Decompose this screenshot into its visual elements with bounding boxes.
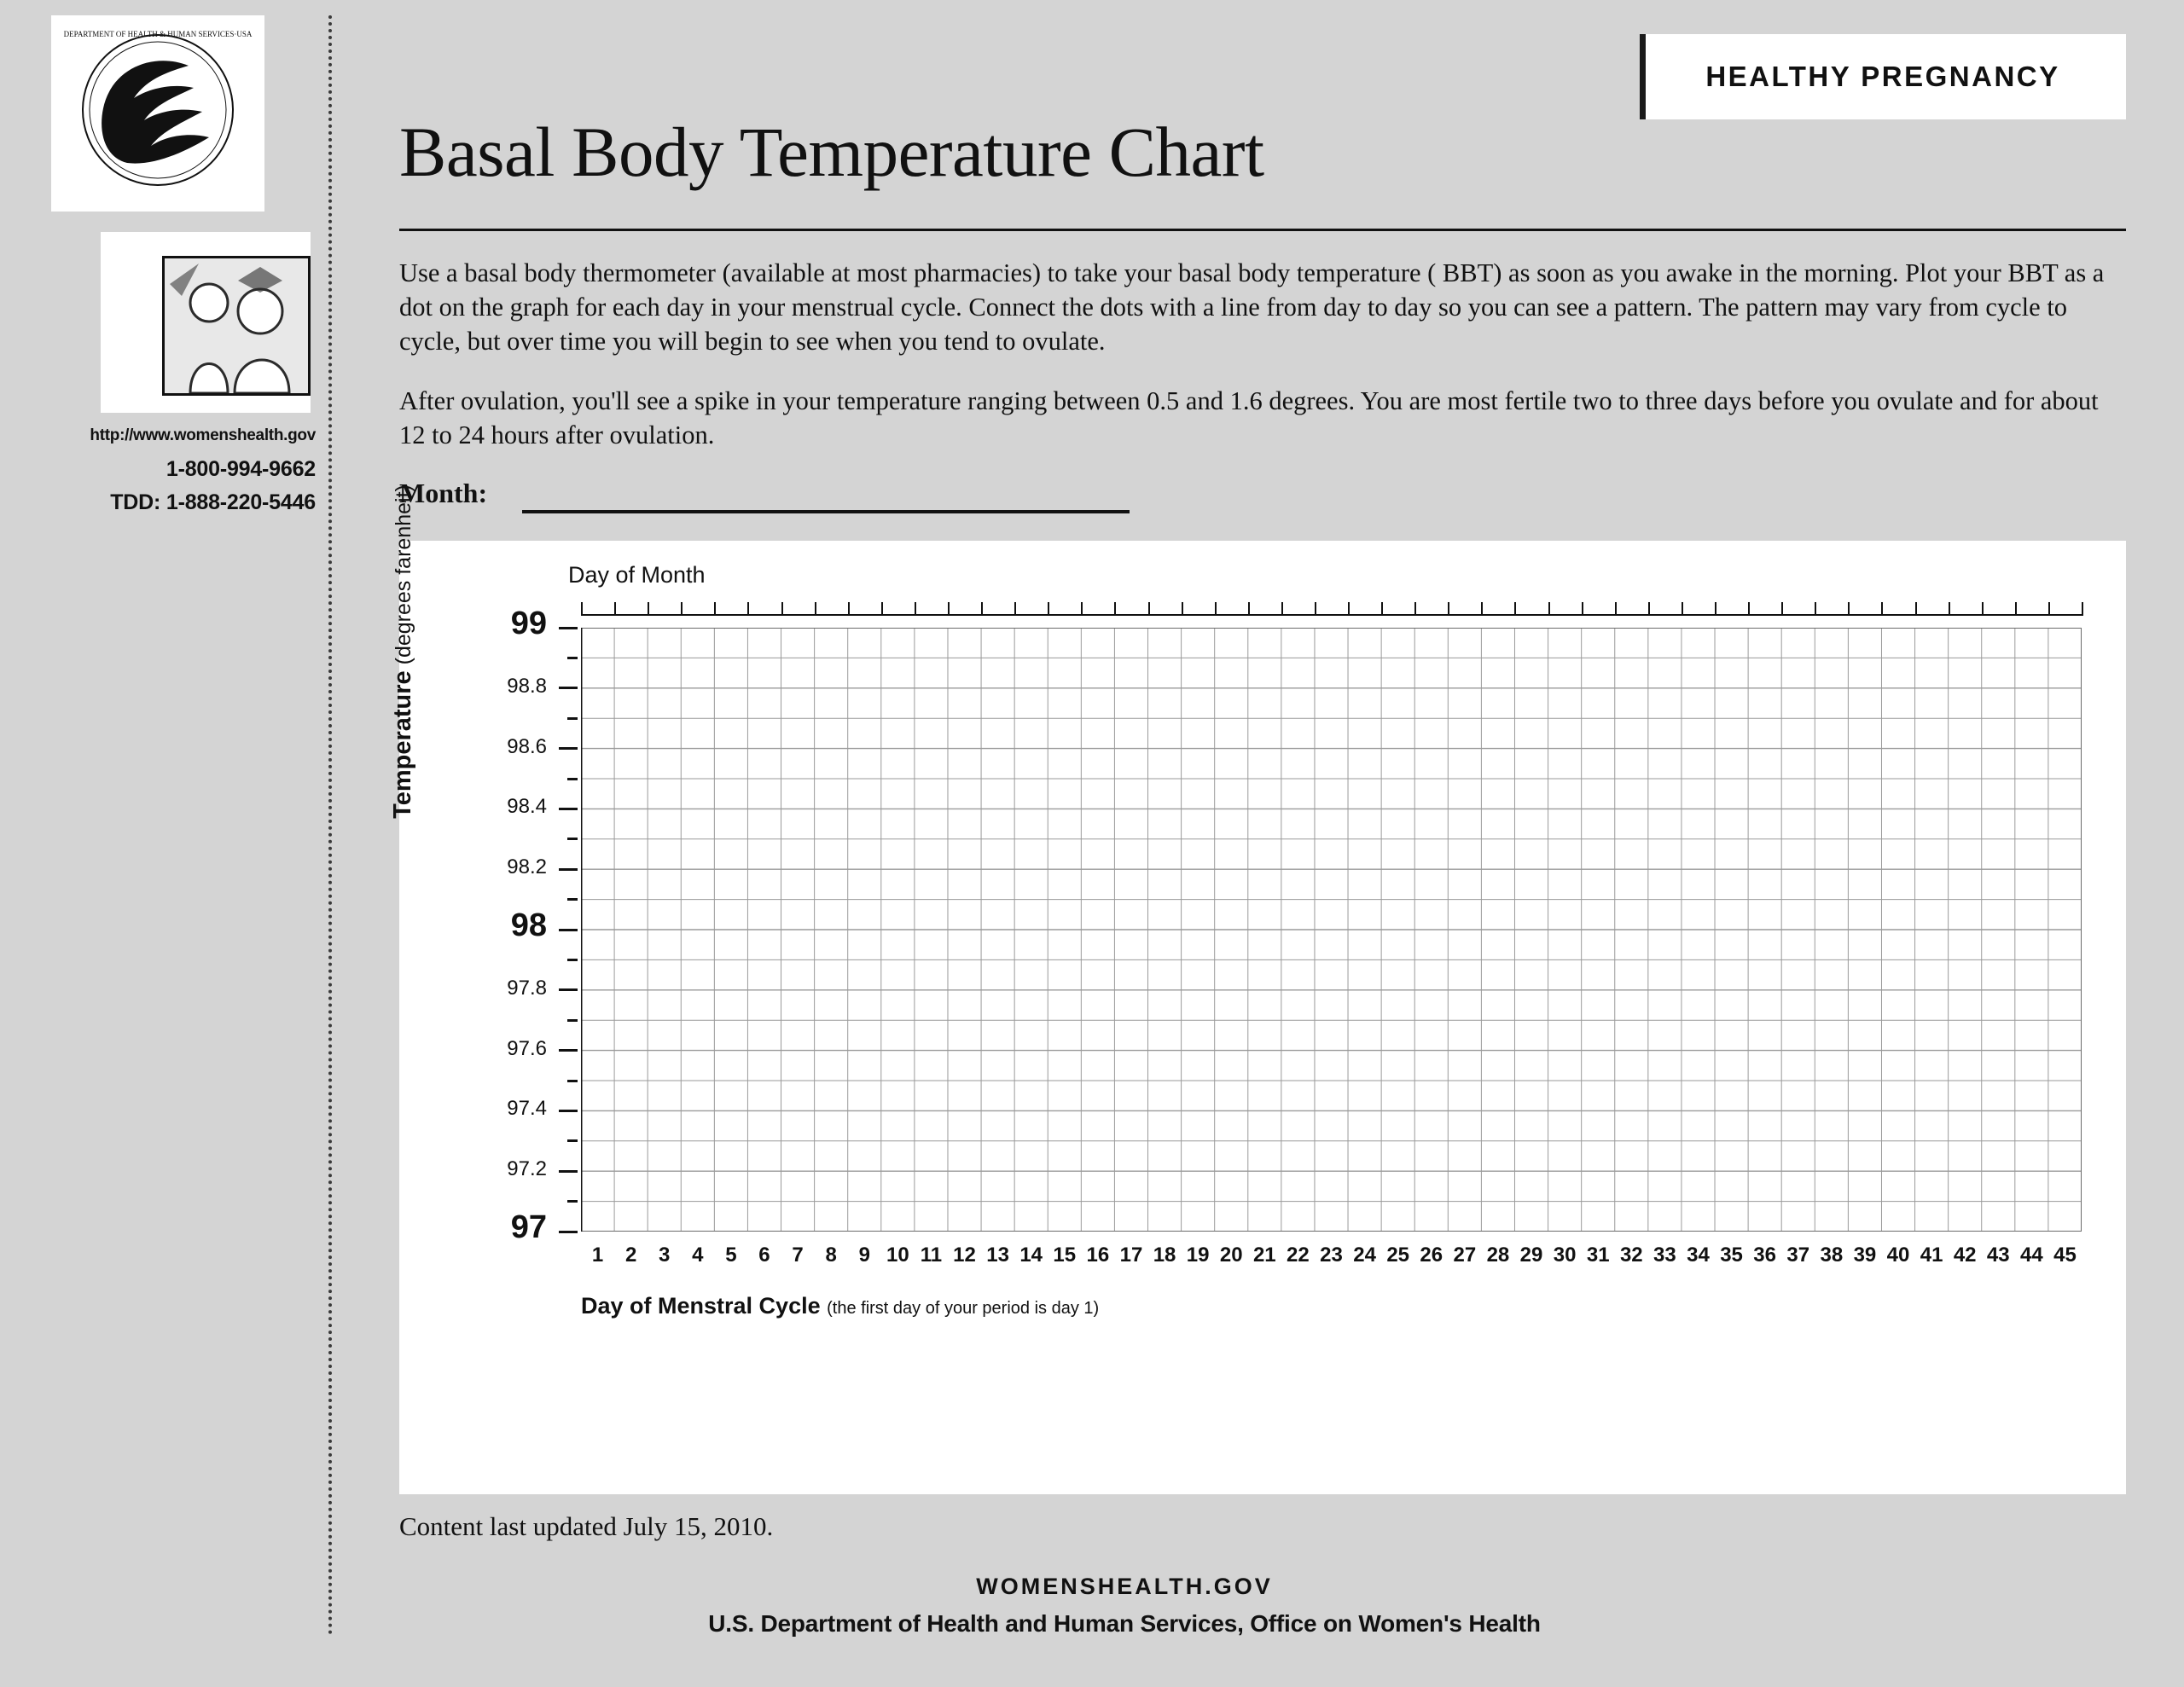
x-axis-tick-label: 11: [920, 1244, 943, 1267]
banner-label: HEALTHY PREGNANCY: [1705, 61, 2060, 92]
top-tick: [1448, 602, 1449, 616]
x-axis-tick-label: 21: [1252, 1244, 1276, 1267]
x-axis-tick-label: 40: [1886, 1244, 1910, 1267]
y-axis-tick-label: 97.2: [507, 1157, 547, 1181]
x-axis-tick-label: 10: [886, 1244, 909, 1267]
womenshealth-url[interactable]: http://www.womenshealth.gov: [90, 426, 316, 444]
y-axis-title-main: Temperature: [389, 670, 416, 819]
month-input-line[interactable]: [522, 510, 1130, 513]
y-tick: [567, 898, 578, 901]
x-axis-tick-label: 30: [1553, 1244, 1577, 1267]
top-tick: [681, 602, 682, 616]
hhs-logo: [51, 15, 264, 212]
top-tick: [648, 602, 649, 616]
x-axis-tick-label: 1: [591, 1244, 604, 1267]
top-tick: [1648, 602, 1650, 616]
top-tick: [1915, 602, 1917, 616]
y-tick: [567, 778, 578, 780]
top-tick: [815, 602, 816, 616]
y-axis-tick-label: 98: [510, 907, 547, 943]
top-tick: [1514, 602, 1516, 616]
y-tick: [559, 627, 578, 629]
footer-department: U.S. Department of Health and Human Services, Office on Women's Health: [708, 1610, 1541, 1637]
x-axis-tick-label: 3: [659, 1244, 671, 1267]
x-axis-tick-label: 38: [1820, 1244, 1844, 1267]
top-tick: [1881, 602, 1883, 616]
y-axis-tick-label: 97.8: [507, 976, 547, 1000]
x-axis-title-note: (the first day of your period is day 1): [827, 1299, 1100, 1318]
y-axis-tick-label: 98.8: [507, 674, 547, 698]
top-tick: [1615, 602, 1617, 616]
month-label: Month:: [399, 478, 488, 508]
y-tick: [559, 1231, 578, 1233]
top-tick: [848, 602, 850, 616]
x-axis-tick-label: 14: [1019, 1244, 1043, 1267]
x-axis-tick-label: 33: [1653, 1244, 1676, 1267]
y-tick: [567, 1139, 578, 1142]
x-axis-tick-label: 27: [1453, 1244, 1477, 1267]
y-tick: [559, 747, 578, 750]
top-tick: [1281, 602, 1283, 616]
x-axis-tick-label: 45: [2053, 1244, 2077, 1267]
top-tick: [1114, 602, 1116, 616]
chart-grid-svg: [581, 628, 2082, 1232]
y-tick: [559, 868, 578, 871]
x-axis-tick-label: 16: [1086, 1244, 1110, 1267]
y-axis-tick-label: 98.2: [507, 855, 547, 879]
bbt-chart-panel: [389, 484, 2126, 1494]
x-axis-tick-label: 42: [1953, 1244, 1977, 1267]
y-tick: [559, 1049, 578, 1052]
page-footer: [399, 1574, 1850, 1638]
y-tick: [567, 838, 578, 840]
top-tick: [981, 602, 983, 616]
y-axis-tick-label: 98.6: [507, 734, 547, 758]
healthy-pregnancy-banner: [1640, 34, 2126, 119]
contact-block: [51, 426, 316, 524]
x-axis-tick-label: 15: [1053, 1244, 1077, 1267]
y-tick: [559, 808, 578, 810]
top-tick: [1715, 602, 1716, 616]
chart-grid: [581, 628, 2082, 1232]
y-tick: [567, 1200, 578, 1203]
x-axis-tick-label: 8: [825, 1244, 837, 1267]
top-tick: [1215, 602, 1217, 616]
x-axis-tick-label: 28: [1486, 1244, 1510, 1267]
top-tick: [1748, 602, 1750, 616]
top-tick: [1048, 602, 1049, 616]
x-axis-tick-label: 4: [692, 1244, 704, 1267]
x-axis-tick-label: 44: [2020, 1244, 2043, 1267]
top-tick: [1014, 602, 1016, 616]
y-axis-tick-label: 97.6: [507, 1036, 547, 1060]
y-tick: [559, 988, 578, 991]
top-tick: [948, 602, 950, 616]
top-tick: [2048, 602, 2050, 616]
x-axis-tick-label: 36: [1753, 1244, 1776, 1267]
y-axis-title-note: (degrees farenheit): [392, 484, 415, 665]
x-axis-tick-label: 20: [1219, 1244, 1243, 1267]
x-axis-title-main: Day of Menstral Cycle: [581, 1293, 821, 1319]
x-axis-tick-label: 7: [792, 1244, 804, 1267]
x-axis-tick-label: 34: [1687, 1244, 1710, 1267]
x-axis-tick-label: 24: [1353, 1244, 1376, 1267]
y-tick: [567, 1080, 578, 1082]
day-of-month-label: Day of Month: [568, 562, 706, 588]
top-tick: [1081, 602, 1083, 616]
x-axis-tick-label: 9: [858, 1244, 870, 1267]
x-axis-tick-label: 37: [1786, 1244, 1810, 1267]
top-tick: [1348, 602, 1350, 616]
top-tick: [614, 602, 616, 616]
top-tick: [881, 602, 883, 616]
top-tick: [1949, 602, 1950, 616]
tdd-number: TDD: 1-888-220-5446: [110, 490, 316, 514]
x-axis-tick-label: 18: [1153, 1244, 1176, 1267]
banner-accent-bar: [1640, 34, 1646, 119]
top-tick: [1848, 602, 1850, 616]
x-axis-tick-label: 5: [725, 1244, 737, 1267]
top-tick: [1381, 602, 1383, 616]
top-tick: [1315, 602, 1316, 616]
y-tick: [567, 959, 578, 961]
x-axis-tick-label: 13: [986, 1244, 1009, 1267]
x-axis-tick-label: 29: [1519, 1244, 1543, 1267]
x-axis-tick-label: 2: [624, 1244, 637, 1267]
y-axis-title: [389, 455, 417, 848]
x-axis-tick-label: 6: [758, 1244, 770, 1267]
intro-paragraph-1: Use a basal body thermometer (available at most pharmacies) to take your basal body temperature ( BBT) as soon as you awake in the morning. Plot your BBT as a dot on the graph for each day in your menstrual cycle. Connect the dots with a line from day to day so you can see a pattern. The pattern may vary from cycle to cycle, but over time you will begin to see when you tend to ovulate.: [399, 258, 2105, 356]
top-tick: [581, 602, 583, 616]
womens-health-image: [162, 256, 311, 396]
top-tick: [1548, 602, 1550, 616]
top-tick: [1182, 602, 1183, 616]
top-tick: [1682, 602, 1683, 616]
phone-number: 1-800-994-9662: [166, 457, 316, 481]
y-tick: [559, 1110, 578, 1112]
x-axis-tick-label: 35: [1720, 1244, 1743, 1267]
y-axis-tick-label: 97: [510, 1209, 547, 1245]
top-tick: [1815, 602, 1816, 616]
x-axis-tick-label: 32: [1619, 1244, 1643, 1267]
footer-site: WOMENSHEALTH.GOV: [976, 1574, 1273, 1599]
top-tick: [1982, 602, 1984, 616]
x-axis-tick-label: 43: [1986, 1244, 2010, 1267]
x-axis-title: [581, 1293, 1099, 1319]
x-axis-tick-label: 26: [1420, 1244, 1443, 1267]
top-tick: [915, 602, 916, 616]
x-axis-tick-label: 39: [1853, 1244, 1877, 1267]
y-axis-tick-label: 98.4: [507, 795, 547, 819]
intro-paragraph-2: After ovulation, you'll see a spike in your temperature ranging between 0.5 and 1.6 degrees. You are most fertile two to three days before you ovulate and for about 12 to 24 hours after ovulation.: [399, 386, 2099, 449]
content-updated-text: Content last updated July 15, 2010.: [399, 1511, 774, 1541]
x-axis-tick-label: 23: [1320, 1244, 1343, 1267]
y-tick: [559, 687, 578, 689]
top-tick: [1248, 602, 1250, 616]
top-tick: [1582, 602, 1583, 616]
y-tick: [559, 1170, 578, 1173]
hhs-seal-icon: [52, 16, 264, 211]
title-rule: [399, 229, 2126, 231]
top-tick: [2082, 602, 2083, 616]
x-axis-tick-label: 12: [953, 1244, 976, 1267]
top-tick: [781, 602, 783, 616]
y-axis-tick-label: 97.4: [507, 1097, 547, 1121]
top-tick: [714, 602, 716, 616]
top-tick: [1148, 602, 1150, 616]
x-axis-tick-label: 19: [1186, 1244, 1210, 1267]
y-axis-tick-label: 99: [510, 606, 547, 641]
y-tick: [559, 929, 578, 931]
vertical-dotted-divider: [328, 15, 332, 1636]
x-axis-tick-label: 31: [1586, 1244, 1610, 1267]
top-tick: [2015, 602, 2017, 616]
x-axis-tick-label: 25: [1386, 1244, 1410, 1267]
top-tick: [1481, 602, 1483, 616]
y-tick: [567, 657, 578, 659]
x-axis-tick-label: 41: [1920, 1244, 1943, 1267]
page-title: Basal Body Temperature Chart: [399, 113, 1264, 191]
svg-text:DEPARTMENT OF HEALTH & HUMAN S: DEPARTMENT OF HEALTH & HUMAN SERVICES·USA: [63, 30, 253, 38]
top-tick: [747, 602, 749, 616]
top-tick-rail: [581, 614, 2082, 616]
y-tick: [567, 717, 578, 720]
top-tick: [1414, 602, 1416, 616]
x-axis-tick-label: 22: [1287, 1244, 1310, 1267]
women-illustration-icon: [165, 258, 308, 393]
y-tick: [567, 1019, 578, 1022]
top-tick: [1781, 602, 1783, 616]
x-axis-tick-label: 17: [1119, 1244, 1143, 1267]
